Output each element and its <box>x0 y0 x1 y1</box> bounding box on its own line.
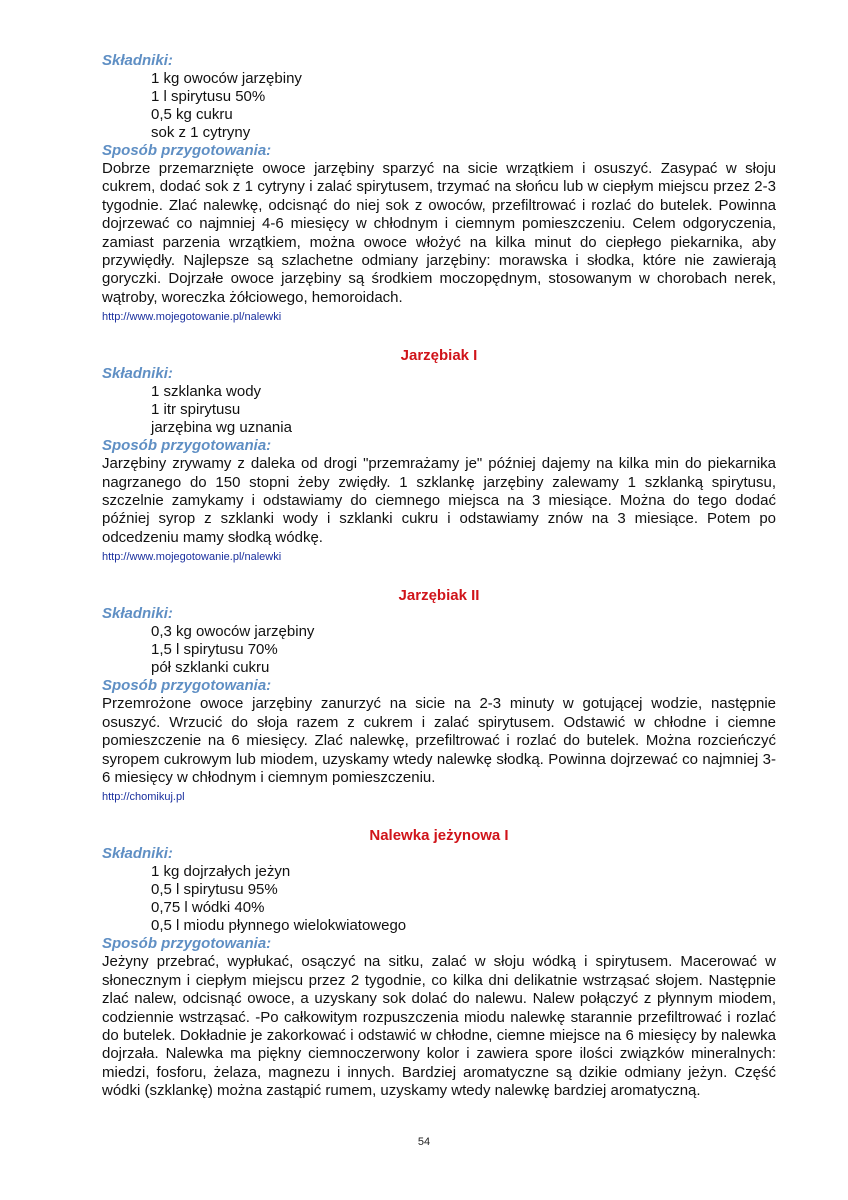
ingredient-item: 0,3 kg owoców jarzębiny <box>151 623 315 641</box>
ingredient-item: jarzębina wg uznania <box>151 419 292 437</box>
method-label: Sposób przygotowania: <box>102 935 272 953</box>
recipe-section <box>102 827 776 1100</box>
method-text: Przemrożone owoce jarzębiny zanurzyć na sicie na 2-3 minuty w gotującej wodzie, następnie osuszyć. Wrzucić do słoja razem z cukrem i zalać spirytusem. Odstawić w chłodne i ciemne pomieszczenie na 6 miesięcy. Zlać nalewkę, przefiltrować i rozlać do butelek. Można rozcieńczyć syropem cukrowym lub miodem, uzyskamy wtedy nalewkę słodką. Powinna dojrzewać co najmniej 3-6 miesięcy w chłodnym i ciemnym pomieszczeniu. <box>102 695 776 786</box>
ingredient-item: 0,5 l spirytusu 95% <box>151 881 278 899</box>
ingredients-list <box>102 623 776 677</box>
ingredient-item: 1 itr spirytusu <box>151 401 241 419</box>
recipe-section <box>102 52 776 325</box>
source-link[interactable]: http://www.mojegotowanie.pl/nalewki <box>102 311 282 324</box>
ingredient-item: sok z 1 cytryny <box>151 124 251 141</box>
recipe-title: Jarzębiak II <box>398 587 480 605</box>
ingredients-list <box>102 863 776 935</box>
method-label: Sposób przygotowania: <box>102 437 272 455</box>
document-page <box>102 52 776 1101</box>
method-label: Sposób przygotowania: <box>102 677 272 695</box>
ingredient-item: 1 kg owoców jarzębiny <box>151 70 302 87</box>
page-number: 54 <box>417 1136 431 1148</box>
method-text: Jarzębiny zrywamy z daleka od drogi "przemrażamy je" później dajemy na kilka min do piekarnika nagrzanego do 150 stopni żeby zwiędły. 1 szklankę jarzębiny zalewamy 1 szklanką spirytusu, szczelnie zamykamy i odstawiamy do ciemnego miejsca na 3 miesiące. Można do tego dodać później syrop z szklanki wody i szklanki cukru i odstawiamy znów na 3 miesiące. Potem po odcedzeniu mamy słodką wódkę. <box>102 455 776 546</box>
recipe-section <box>102 347 776 565</box>
ingredients-list <box>102 383 776 437</box>
ingredient-item: 0,5 l miodu płynnego wielokwiatowego <box>151 917 407 935</box>
ingredient-item: 0,5 kg cukru <box>151 106 233 123</box>
source-link[interactable]: http://www.mojegotowanie.pl/nalewki <box>102 551 282 564</box>
source-link[interactable]: http://chomikuj.pl <box>102 791 185 804</box>
method-text: Jeżyny przebrać, wypłukać, osączyć na sitku, zalać w słoju wódką i spirytusem. Macerować w słonecznym i ciepłym miejscu przez 2 tygodnie, co kilka dni delikatnie wstrząsać słojem. Następnie zlać nalew, odcisnąć owoce, a uzyskany sok dolać do nalewu. Nalew połączyć z płynnym miodem, codziennie wstrząsać. -Po całkowitym rozpuszczenia miodu nalewkę starannie przefiltrować i rozlać do butelek. Dokładnie je zakorkować i odstawić w chłodne, ciemne miejsce na 6 miesięcy by nalewka dojrzała. Nalewka ma piękny ciemnoczerwony kolor i zawiera spore ilości związków mineralnych: miedzi, fosforu, żelaza, magnezu i innych. Bardziej aromatyczne są dzikie odmiany jeżyn. Część wódki (szklankę) można zastąpić rumem, uzyskamy wtedy nalewkę bardziej aromatyczną. <box>102 953 776 1100</box>
ingredient-item: 1 kg dojrzałych jeżyn <box>151 863 291 881</box>
recipe-section <box>102 587 776 805</box>
recipe-title: Nalewka jeżynowa I <box>369 827 509 845</box>
ingredients-label: Składniki: <box>102 52 173 69</box>
ingredients-label: Składniki: <box>102 605 173 623</box>
ingredients-label: Składniki: <box>102 845 173 863</box>
ingredient-item: 1,5 l spirytusu 70% <box>151 641 278 659</box>
ingredients-label: Składniki: <box>102 365 173 383</box>
ingredient-item: 0,75 l wódki 40% <box>151 899 265 917</box>
ingredient-item: 1 szklanka wody <box>151 383 262 401</box>
ingredient-item: 1 l spirytusu 50% <box>151 88 266 105</box>
ingredients-list <box>102 70 776 142</box>
ingredient-item: pół szklanki cukru <box>151 659 270 677</box>
method-label: Sposób przygotowania: <box>102 142 272 159</box>
method-text: Dobrze przemarznięte owoce jarzębiny sparzyć na sicie wrzątkiem i osuszyć. Zasypać w słoju cukrem, dodać sok z 1 cytryny i zalać spirytusem, trzymać na słońcu lub w ciepłym miejscu przez 2-3 tygodnie. Zlać nalewkę, odcisnąć do niej sok z owoców, przefiltrować i rozlać do butelek. Powinna dojrzewać co najmniej 4-6 miesięcy w chłodnym i ciemnym pomieszczeniu. Celem odgoryczenia, zamiast parzenia wrzątkiem, można owoce włożyć na kilka minut do ciepłego piekarnika, aby przywiędły. Najlepsze są szlachetne odmiany jarzębiny: morawska i słodka, które nie zawierają goryczki. Dojrzałe owoce jarzębiny są środkiem moczopędnym, stosowanym w chorobach nerek, wątroby, woreczka żółciowego, hemoroidach. <box>102 160 776 306</box>
recipe-title: Jarzębiak I <box>400 347 478 365</box>
